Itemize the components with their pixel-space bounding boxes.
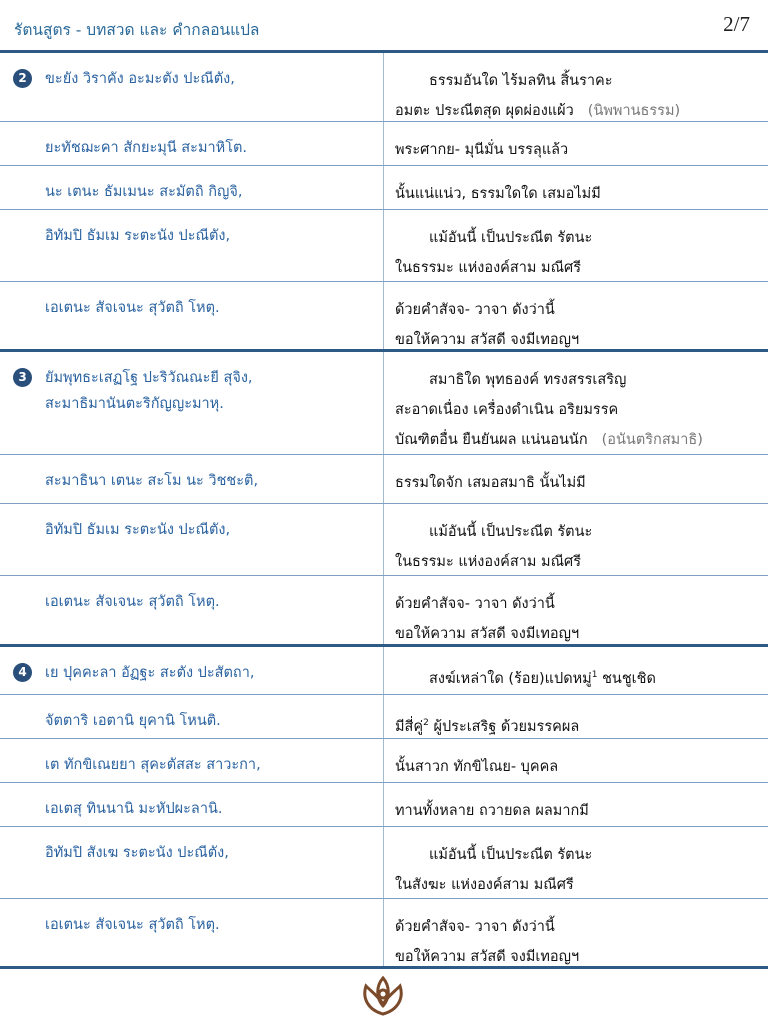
page-title: รัตนสูตร - บทสวด และ คำกลอนแปล (14, 21, 260, 39)
thai-line (395, 796, 768, 826)
thai-translation-cell (384, 282, 768, 349)
thai-translation-cell (384, 210, 768, 281)
thai-translation-cell (384, 899, 768, 966)
pali-line: สะมาธิมานันตะริกัญญะมาหุ. (45, 396, 224, 412)
pali-line: ขะยัง วิราคัง อะมะตัง ปะณีตัง, (45, 71, 235, 87)
thai-line (395, 223, 768, 253)
thai-text: ขอให้ความ สวัสดี จงมีเทอญฯ (395, 332, 580, 348)
thai-translation-cell (384, 504, 768, 575)
thai-line (395, 325, 768, 355)
section-number-badge: 3 (13, 368, 32, 387)
verse-row (0, 166, 768, 210)
thai-translation-cell (384, 53, 768, 121)
thai-translation-cell (384, 783, 768, 826)
thai-text: ในธรรมะ แห่งองค์สาม มณีศรี (395, 554, 582, 570)
pali-line: เอเตสุ ทินนานิ มะหัปผะลานิ. (45, 801, 223, 817)
verse-row (0, 455, 768, 504)
thai-line (395, 468, 768, 498)
pali-line: อิทัมปิ สังเฆ ระตะนัง ปะณีตัง, (45, 845, 229, 861)
pali-line: อิทัมปิ ธัมเม ระตะนัง ปะณีตัง, (45, 228, 231, 244)
thai-line (395, 395, 768, 425)
pali-cell (0, 783, 384, 826)
pali-cell (0, 455, 384, 503)
thai-text: แม้อันนี้ เป็นประณีต รัตนะ (429, 230, 593, 246)
thai-text: ด้วยคำสัจจ- วาจา ดังว่านี้ (395, 919, 555, 935)
thai-text: สงฆ์เหล่าใด (ร้อย)แปดหมู่ (429, 670, 592, 687)
pali-cell (0, 122, 384, 165)
gloss-note: (อนันตริกสมาธิ) (601, 432, 703, 448)
pali-cell (0, 899, 384, 966)
pali-cell (0, 695, 384, 738)
thai-text: ในสังฆะ แห่งองค์สาม มณีศรี (395, 877, 574, 893)
pali-cell (0, 739, 384, 782)
pali-cell (0, 53, 384, 121)
thai-text: ขอให้ความ สวัสดี จงมีเทอญฯ (395, 626, 580, 642)
thai-line (395, 870, 768, 900)
thai-text: ในธรรมะ แห่งองค์สาม มณีศรี (395, 260, 582, 276)
thai-text-continued: ผู้ประเสริฐ ด้วยมรรคผล (428, 718, 580, 735)
thai-text: อมตะ ประณีตสุด ผุดผ่องแผ้ว (395, 103, 574, 119)
verse-row (0, 122, 768, 166)
verse-row (0, 282, 768, 352)
chant-table (0, 50, 768, 969)
pali-cell (0, 166, 384, 209)
thai-translation-cell (384, 827, 768, 898)
page-header (0, 0, 768, 50)
thai-translation-cell (384, 647, 768, 694)
section-number-badge: 2 (13, 69, 32, 88)
thai-translation-cell (384, 352, 768, 454)
thai-text: ทานทั้งหลาย ถวายดล ผลมากมี (395, 803, 589, 819)
thai-translation-cell (384, 455, 768, 503)
thai-text: แม้อันนี้ เป็นประณีต รัตนะ (429, 847, 593, 863)
pali-cell (0, 504, 384, 575)
thai-line (395, 135, 768, 165)
thai-line (395, 752, 768, 782)
pali-line: ยัมพุทธะเสฏโฐ ปะริวัณณะยี สุจิง, (45, 370, 253, 386)
thai-line (395, 517, 768, 547)
pali-line: เอเตนะ สัจเจนะ สุวัตถิ โหตุ. (45, 917, 220, 933)
thai-text: มีสี่คู่ (395, 718, 424, 735)
verse-row (0, 647, 768, 695)
verse-row (0, 576, 768, 647)
thai-line (395, 708, 768, 742)
thai-text-continued: ชนชูเชิด (597, 670, 656, 687)
thai-line (395, 66, 768, 96)
thai-translation-cell (384, 739, 768, 782)
verse-row (0, 827, 768, 899)
thai-line (395, 840, 768, 870)
thai-translation-cell (384, 695, 768, 738)
footnote-marker: 2 (423, 718, 429, 728)
thai-text: ด้วยคำสัจจ- วาจา ดังว่านี้ (395, 596, 555, 612)
pali-cell (0, 352, 384, 454)
pali-line: นะ เตนะ ธัมเมนะ สะมัตถิ กิญจิ, (45, 184, 243, 200)
pali-cell (0, 282, 384, 349)
verse-row (0, 50, 768, 122)
verse-row (0, 352, 768, 455)
thai-text: สมาธิใด พุทธองค์ ทรงสรรเสริญ (429, 372, 627, 388)
thai-translation-cell (384, 576, 768, 644)
pali-line: อิทัมปิ ธัมเม ระตะนัง ปะณีตัง, (45, 522, 231, 538)
pali-cell (0, 827, 384, 898)
thai-translation-cell (384, 122, 768, 165)
thai-line (395, 619, 768, 649)
verse-row (0, 210, 768, 282)
pali-line: ยะทัชฌะคา สักยะมุนี สะมาหิโต. (45, 140, 248, 156)
lotus-logo-icon (356, 974, 410, 1018)
pali-line: เย ปุคคะลา อัฏฐะ สะตัง ปะสัตถา, (45, 665, 255, 681)
footnote-marker: 1 (591, 670, 598, 680)
pali-line: เอเตนะ สัจเจนะ สุวัตถิ โหตุ. (45, 300, 220, 316)
verse-row (0, 783, 768, 827)
thai-line (395, 660, 768, 694)
thai-text: แม้อันนี้ เป็นประณีต รัตนะ (429, 524, 593, 540)
page-number: 2/7 (723, 12, 750, 36)
verse-row (0, 899, 768, 969)
pali-line: เต ทักขิเณยยา สุคะตัสสะ สาวะกา, (45, 757, 261, 773)
thai-line (395, 425, 768, 455)
thai-text: ขอให้ความ สวัสดี จงมีเทอญฯ (395, 949, 580, 965)
pali-line: สะมาธินา เตนะ สะโม นะ วิชชะติ, (45, 473, 259, 489)
thai-translation-cell (384, 166, 768, 209)
thai-text: บัณฑิตอื่น ยืนยันผล แน่นอนนัก (395, 432, 588, 448)
thai-text: นั้นแน่แน่ว, ธรรมใดใด เสมอไม่มี (395, 186, 601, 202)
thai-text: นั้นสาวก ทักขิไณย- บุคคล (395, 759, 559, 775)
pali-cell (0, 210, 384, 281)
thai-line (395, 547, 768, 577)
thai-line (395, 295, 768, 325)
thai-line (395, 912, 768, 942)
thai-text: ธรรมใดจัก เสมอสมาธิ นั้นไม่มี (395, 475, 586, 491)
pali-line: เอเตนะ สัจเจนะ สุวัตถิ โหตุ. (45, 594, 220, 610)
thai-line (395, 179, 768, 209)
pali-cell (0, 647, 384, 694)
thai-line (395, 589, 768, 619)
pali-line: จัตตาริ เอตานิ ยุคานิ โหนติ. (45, 713, 221, 729)
thai-text: ธรรมอันใด ไร้มลทิน สิ้นราคะ (429, 73, 613, 89)
pali-cell (0, 576, 384, 644)
verse-row (0, 504, 768, 576)
thai-line (395, 365, 768, 395)
gloss-note: (นิพพานธรรม) (587, 103, 681, 119)
verse-row (0, 695, 768, 739)
verse-row (0, 739, 768, 783)
thai-text: ด้วยคำสัจจ- วาจา ดังว่านี้ (395, 302, 555, 318)
thai-text: สะอาดเนื่อง เครื่องดำเนิน อริยมรรค (395, 402, 619, 418)
thai-text: พระศากย- มุนีมั่น บรรลุแล้ว (395, 142, 569, 158)
section-number-badge: 4 (13, 663, 32, 682)
thai-line (395, 942, 768, 972)
thai-line (395, 253, 768, 283)
